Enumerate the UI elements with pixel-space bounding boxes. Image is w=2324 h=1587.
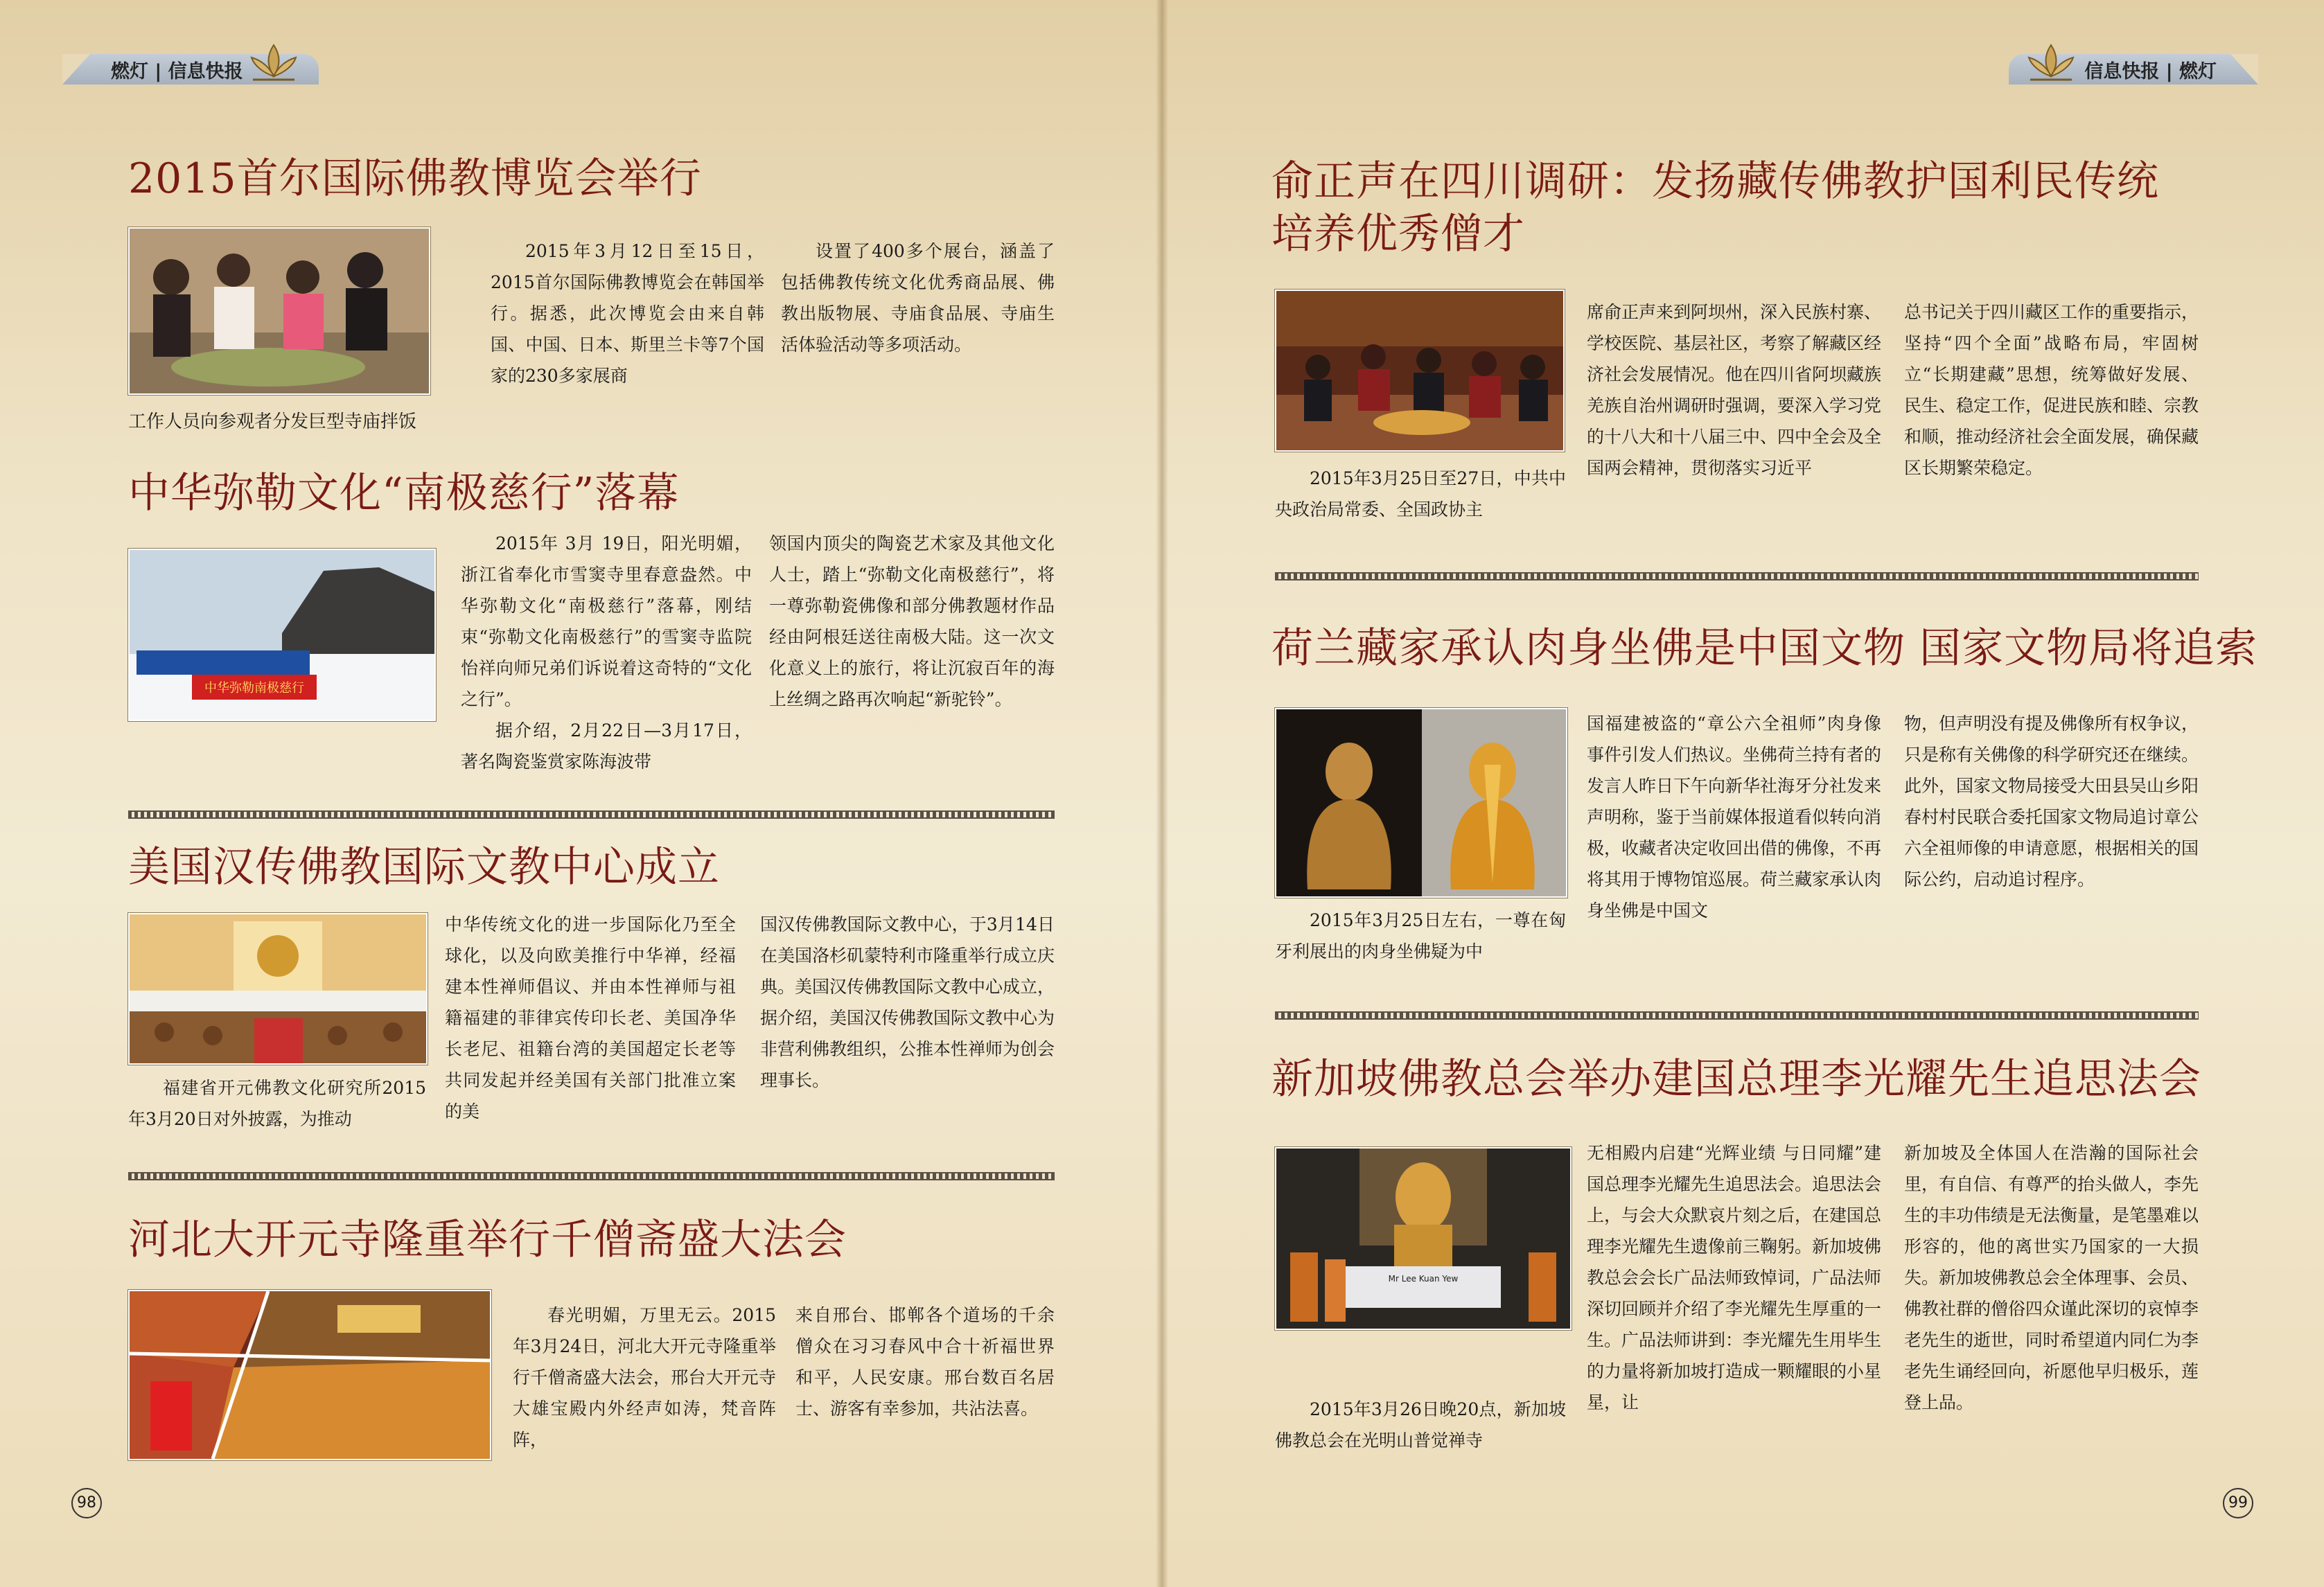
maitreya-col1b-text: 据介绍，2月22日—3月17日，著名陶瓷鉴赏家陈海波带 [461,720,752,772]
photo-usa-ceremony [128,913,428,1065]
photo-yu-meeting [1275,290,1565,452]
yu-col2-text: 总书记关于四川藏区工作的重要指示，坚持“四个全面”战略布局，牢固树立“长期建藏”思想，统筹做好发展、民生、稳定工作，促进民族和睦、宗教和顺，推动经济社会全面发展，确保藏区长期繁荣稳定。 [1904,302,2199,478]
singapore-under-photo-text: 2015年3月26日晚20点，新加坡佛教总会在光明山普觉禅寺 [1275,1399,1566,1451]
photo-antarctica [128,549,436,721]
section-divider [128,810,1055,819]
hebei-col1-text: 春光明媚，万里无云。2015年3月24日，河北大开元寺隆重举行千僧斋盛大法会，邢台大开元寺大雄宝殿内外经声如涛，梵音阵阵， [513,1305,776,1450]
maitreya-col2 [769,528,1055,715]
singapore-under-photo [1275,1394,1566,1456]
article-title-singapore: 新加坡佛教总会举办建国总理李光耀先生追思法会 [1271,1055,2201,1103]
singapore-col1 [1587,1137,1881,1418]
yu-under-photo [1275,463,1566,525]
header-left-label: 燃灯 | 信息快报 [111,60,243,82]
netherlands-under-photo-text: 2015年3月25日左右，一尊在匈牙利展出的肉身坐佛疑为中 [1275,910,1566,961]
section-divider [128,1172,1055,1180]
singapore-col2-text: 新加坡及全体国人在浩瀚的国际社会里，有自信、有尊严的抬头做人，李先生的丰功伟绩是无法衡量，是笔墨难以形容的，他的离世实乃国家的一大损失。新加坡佛教总会全体理事、会员、佛教社群的僧俗四众谨此深切的哀悼李老先生的逝世，同时希望道内同仁为李老先生诵经回向，祈愿他早归极乐，莲登上品。 [1904,1143,2199,1412]
seoul-col2 [781,236,1055,360]
lotus-ornament-icon [246,38,301,87]
article-title-usa: 美国汉传佛教国际文教中心成立 [128,843,720,892]
photo-hebei-collage [128,1290,491,1460]
article-title-hebei: 河北大开元寺隆重举行千僧斋盛大法会 [128,1216,847,1264]
netherlands-col1 [1587,708,1881,926]
usa-under-photo [128,1072,426,1135]
singapore-col2 [1904,1137,2199,1418]
hebei-col2 [795,1300,1055,1424]
singapore-col1-text: 无相殿内启建“光辉业绩 与日同耀”建国总理李光耀先生追思法会。追思法会上，与会大众默哀片刻之后，在建国总理李光耀先生遗像前三鞠躬。新加坡佛教总会会长广品法师致悼词，广品法师深切回顾并介绍了李光耀先生厚重的一生。广品法师讲到：李光耀先生用毕生的力量将新加坡打造成一颗耀眼的小星星，让 [1587,1143,1882,1412]
maitreya-col1 [461,528,752,777]
yu-col1 [1587,296,1881,484]
hebei-col2-text: 来自邢台、邯郸各个道场的千余僧众在习习春风中合十祈福世界和平，人民安康。邢台数百名居士、游客有幸参加，共沾法喜。 [795,1305,1055,1419]
usa-col1 [445,909,736,1127]
maitreya-col1a-text: 2015年 3月 19日，阳光明媚，浙江省奉化市雪窦寺里春意盎然。中华弥勒文化“南极慈行”落幕，刚结束“弥勒文化南极慈行”的雪窦寺监院怡祥向师兄弟们诉说着这奇特的“文化之行”。 [461,533,752,709]
yu-col2 [1904,296,2199,484]
article-title-maitreya: 中华弥勒文化“南极慈行”落幕 [128,469,680,517]
photo-mummy-buddha [1275,708,1567,898]
hebei-col1 [513,1300,776,1455]
usa-col1-text: 中华传统文化的进一步国际化乃至全球化，以及向欧美推行中华禅，经福建本性禅师倡议、并由本性禅师与祖籍福建的菲律宾传印长老、美国净华长老尼、祖籍台湾的美国超定长老等共同发起并经美国有关部门批准立案的美 [445,914,736,1121]
photo-memorial-service [1275,1147,1572,1330]
section-divider [1275,1011,2199,1020]
section-divider [1275,572,2199,580]
usa-col2 [760,909,1055,1096]
yu-col1-text: 席俞正声来到阿坝州，深入民族村寨、学校医院、基层社区，考察了解藏区经济社会发展情况。他在四川省阿坝藏族羌族自治州调研时强调，要深入学习党的十八大和十八届三中、四中全会及全国两会精神，贯彻落实习近平 [1587,302,1882,478]
photo-seoul-expo [128,227,430,395]
lotus-ornament-icon [2023,38,2079,87]
article-title-seoul: 2015首尔国际佛教博览会举行 [128,154,702,203]
article-title-yu-line2: 培养优秀僧才 [1271,210,1525,258]
banner-text: 中华弥勒南极慈行 [204,681,304,695]
usa-under-photo-text: 福建省开元佛教文化研究所2015年3月20日对外披露，为推动 [128,1078,426,1129]
article-title-netherlands: 荷兰藏家承认肉身坐佛是中国文物 国家文物局将追索 [1271,624,2258,673]
page-number-left: 98 [71,1488,102,1518]
page-spine [1156,0,1168,1587]
netherlands-col1-text: 国福建被盗的“章公六全祖师”肉身像事件引发人们热议。坐佛荷兰持有者的发言人昨日下午向新华社海牙分社发来声明称，鉴于当前媒体报道看似转向消极，收藏者决定收回出借的佛像，不再将其用于博物馆巡展。荷兰藏家承认肉身坐佛是中国文 [1587,713,1882,921]
usa-col2-text: 国汉传佛教国际文教中心，于3月14日在美国洛杉矶蒙特利市隆重举行成立庆典。美国汉传佛教国际文教中心成立，据介绍，美国汉传佛教国际文教中心为非营利佛教组织，公推本性禅师为创会理事长。 [760,914,1055,1090]
portrait-text: Mr Lee Kuan Yew [1388,1274,1459,1284]
header-right-label: 信息快报 | 燃灯 [2084,60,2217,82]
netherlands-under-photo [1275,905,1566,967]
maitreya-col2-text: 领国内顶尖的陶瓷艺术家及其他文化人士，踏上“弥勒文化南极慈行”，将一尊弥勒瓷佛像和部分佛教题材作品经由阿根廷送往南极大陆。这一次文化意义上的旅行，将让沉寂百年的海上丝绸之路再次响起“新驼铃”。 [769,533,1055,709]
yu-under-photo-text: 2015年3月25日至27日，中共中央政治局常委、全国政协主 [1275,468,1566,520]
seoul-col2-text: 设置了400多个展台，涵盖了包括佛教传统文化优秀商品展、佛教出版物展、寺庙食品展、寺庙生活体验活动等多项活动。 [781,241,1055,355]
netherlands-col2 [1904,708,2199,895]
page-number-right: 99 [2223,1488,2253,1518]
caption-seoul: 工作人员向参观者分发巨型寺庙拌饭 [128,411,417,432]
seoul-col1-text: 2015年3月12日至15日，2015首尔国际佛教博览会在韩国举行。据悉，此次博览会由来自韩国、中国、日本、斯里兰卡等7个国家的230多家展商 [491,241,764,386]
article-title-yu-line1: 俞正声在四川调研：发扬藏传佛教护国利民传统 [1271,157,2159,206]
netherlands-col2-text: 物，但声明没有提及佛像所有权争议，只是称有关佛像的科学研究还在继续。此外，国家文物局接受大田县吴山乡阳春村村民联合委托国家文物局追讨章公六全祖师像的申请意愿，根据相关的国际公约，启动追讨程序。 [1904,713,2199,889]
seoul-col1 [491,236,764,391]
